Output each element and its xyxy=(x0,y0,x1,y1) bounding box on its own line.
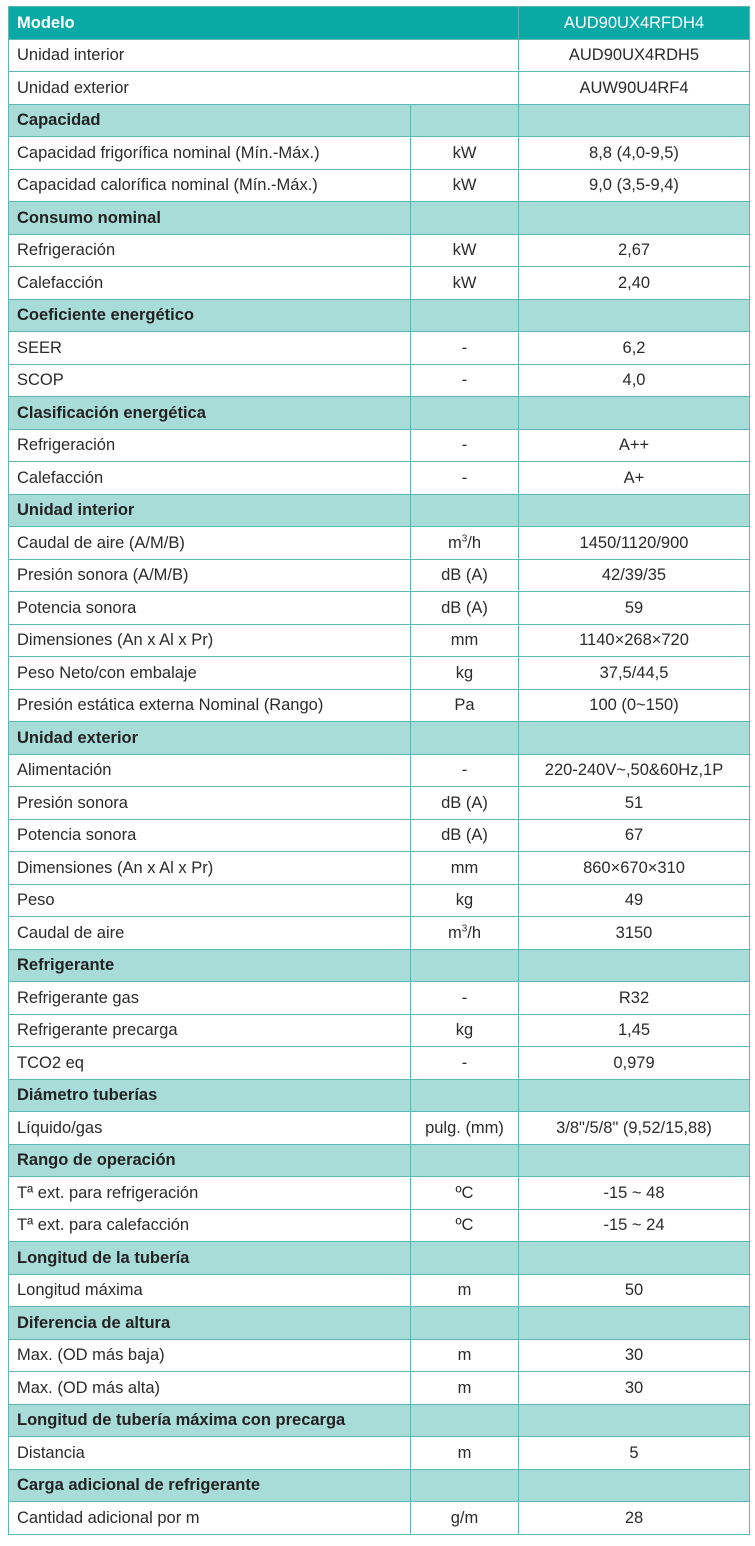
row-unit: - xyxy=(411,754,519,787)
table-row xyxy=(9,559,750,592)
row-label: Unidad interior xyxy=(9,39,519,72)
table-row xyxy=(9,917,750,950)
section-unit-cell xyxy=(411,299,519,332)
section-value-cell xyxy=(519,299,750,332)
section-value-cell xyxy=(519,1144,750,1177)
row-label: Distancia xyxy=(9,1437,411,1470)
row-unit: - xyxy=(411,364,519,397)
row-unit: g/m xyxy=(411,1502,519,1535)
table-row xyxy=(9,754,750,787)
table-row xyxy=(9,884,750,917)
row-label: Refrigeración xyxy=(9,429,411,462)
section-header-row xyxy=(9,1307,750,1340)
section-header-row xyxy=(9,722,750,755)
row-value: 4,0 xyxy=(519,364,750,397)
row-unit: $m^3/h$ xyxy=(411,527,519,560)
row-value: 28 xyxy=(519,1502,750,1535)
table-row xyxy=(9,267,750,300)
section-title: Diferencia de altura xyxy=(9,1307,411,1340)
section-unit-cell xyxy=(411,494,519,527)
section-value-cell xyxy=(519,1404,750,1437)
row-value: 2,67 xyxy=(519,234,750,267)
section-unit-cell xyxy=(411,1307,519,1340)
header-label: Modelo xyxy=(9,7,519,40)
row-value: 59 xyxy=(519,592,750,625)
table-header-row xyxy=(9,7,750,40)
row-value: 51 xyxy=(519,787,750,820)
table-row xyxy=(9,819,750,852)
row-label: SCOP xyxy=(9,364,411,397)
model-row-interior xyxy=(9,39,750,72)
spec-table xyxy=(8,6,750,1535)
table-row xyxy=(9,527,750,560)
row-value: 5 xyxy=(519,1437,750,1470)
section-header-row xyxy=(9,1242,750,1275)
table-row xyxy=(9,689,750,722)
row-unit: kW xyxy=(411,137,519,170)
row-value: 42/39/35 xyxy=(519,559,750,592)
section-unit-cell xyxy=(411,722,519,755)
row-label: Peso xyxy=(9,884,411,917)
row-unit: dB (A) xyxy=(411,819,519,852)
section-unit-cell xyxy=(411,1144,519,1177)
row-unit: dB (A) xyxy=(411,787,519,820)
row-unit: mm xyxy=(411,624,519,657)
row-value: 8,8 (4,0-9,5) xyxy=(519,137,750,170)
row-value: 6,2 xyxy=(519,332,750,365)
section-unit-cell xyxy=(411,104,519,137)
table-row xyxy=(9,852,750,885)
row-label: Tª ext. para refrigeración xyxy=(9,1177,411,1210)
section-header-row xyxy=(9,1404,750,1437)
table-row xyxy=(9,1209,750,1242)
row-label: Caudal de aire (A/M/B) xyxy=(9,527,411,560)
row-label: Caudal de aire xyxy=(9,917,411,950)
table-row xyxy=(9,332,750,365)
section-unit-cell xyxy=(411,949,519,982)
row-value: 50 xyxy=(519,1274,750,1307)
row-value: 2,40 xyxy=(519,267,750,300)
row-label: Calefacción xyxy=(9,462,411,495)
row-label: Potencia sonora xyxy=(9,819,411,852)
table-row xyxy=(9,1274,750,1307)
section-value-cell xyxy=(519,1469,750,1502)
section-title: Longitud de la tubería xyxy=(9,1242,411,1275)
row-unit: kW xyxy=(411,234,519,267)
row-label: Dimensiones (An x Al x Pr) xyxy=(9,852,411,885)
row-unit: kW xyxy=(411,169,519,202)
row-unit: - xyxy=(411,332,519,365)
row-unit: m xyxy=(411,1437,519,1470)
row-value: -15 ~ 48 xyxy=(519,1177,750,1210)
table-row xyxy=(9,234,750,267)
section-unit-cell xyxy=(411,1404,519,1437)
row-unit: mm xyxy=(411,852,519,885)
section-unit-cell xyxy=(411,1079,519,1112)
row-unit: pulg. (mm) xyxy=(411,1112,519,1145)
section-unit-cell xyxy=(411,1469,519,1502)
table-row xyxy=(9,1177,750,1210)
row-value: 100 (0~150) xyxy=(519,689,750,722)
section-header-row xyxy=(9,494,750,527)
row-value: R32 xyxy=(519,982,750,1015)
row-label: Refrigerante gas xyxy=(9,982,411,1015)
table-row xyxy=(9,624,750,657)
row-unit: dB (A) xyxy=(411,559,519,592)
row-label: Refrigerante precarga xyxy=(9,1014,411,1047)
table-row xyxy=(9,982,750,1015)
section-header-row xyxy=(9,104,750,137)
section-value-cell xyxy=(519,722,750,755)
section-value-cell xyxy=(519,1079,750,1112)
section-value-cell xyxy=(519,494,750,527)
row-value: 3150 xyxy=(519,917,750,950)
table-row xyxy=(9,364,750,397)
row-label: Presión estática externa Nominal (Rango) xyxy=(9,689,411,722)
row-value: 9,0 (3,5-9,4) xyxy=(519,169,750,202)
table-row xyxy=(9,1014,750,1047)
row-label: Calefacción xyxy=(9,267,411,300)
section-header-row xyxy=(9,1079,750,1112)
row-label: Max. (OD más alta) xyxy=(9,1372,411,1405)
section-title: Refrigerante xyxy=(9,949,411,982)
row-value: 3/8"/5/8" (9,52/15,88) xyxy=(519,1112,750,1145)
table-row xyxy=(9,169,750,202)
section-header-row xyxy=(9,1144,750,1177)
section-value-cell xyxy=(519,104,750,137)
row-unit: - xyxy=(411,982,519,1015)
section-title: Unidad exterior xyxy=(9,722,411,755)
table-row xyxy=(9,1502,750,1535)
row-label: Presión sonora (A/M/B) xyxy=(9,559,411,592)
row-unit: kg xyxy=(411,884,519,917)
row-label: Cantidad adicional por m xyxy=(9,1502,411,1535)
row-label: Presión sonora xyxy=(9,787,411,820)
row-value: 220-240V~,50&60Hz,1P xyxy=(519,754,750,787)
row-value: 1,45 xyxy=(519,1014,750,1047)
section-unit-cell xyxy=(411,397,519,430)
row-label: Tª ext. para calefacción xyxy=(9,1209,411,1242)
section-header-row xyxy=(9,202,750,235)
row-label: Potencia sonora xyxy=(9,592,411,625)
table-row xyxy=(9,462,750,495)
table-row xyxy=(9,1112,750,1145)
row-unit: ºC xyxy=(411,1177,519,1210)
table-row xyxy=(9,429,750,462)
section-unit-cell xyxy=(411,1242,519,1275)
section-title: Carga adicional de refrigerante xyxy=(9,1469,411,1502)
table-row xyxy=(9,1372,750,1405)
header-model-value: AUD90UX4RFDH4 xyxy=(519,7,750,40)
row-unit: Pa xyxy=(411,689,519,722)
row-value: -15 ~ 24 xyxy=(519,1209,750,1242)
section-title: Capacidad xyxy=(9,104,411,137)
row-unit: - xyxy=(411,462,519,495)
row-value: 1450/1120/900 xyxy=(519,527,750,560)
row-value: 860×670×310 xyxy=(519,852,750,885)
section-value-cell xyxy=(519,1242,750,1275)
row-unit: m xyxy=(411,1339,519,1372)
row-unit: m xyxy=(411,1372,519,1405)
row-unit: - xyxy=(411,429,519,462)
table-row xyxy=(9,1339,750,1372)
section-title: Clasificación energética xyxy=(9,397,411,430)
row-value: 1140×268×720 xyxy=(519,624,750,657)
row-label: Unidad exterior xyxy=(9,72,519,105)
row-value: AUW90U4RF4 xyxy=(519,72,750,105)
row-value: A+ xyxy=(519,462,750,495)
row-label: Capacidad frigorífica nominal (Mín.-Máx.) xyxy=(9,137,411,170)
row-value: 37,5/44,5 xyxy=(519,657,750,690)
row-unit: kg xyxy=(411,1014,519,1047)
row-unit: kg xyxy=(411,657,519,690)
row-unit: kW xyxy=(411,267,519,300)
section-header-row xyxy=(9,397,750,430)
row-unit: $m^3/h$ xyxy=(411,917,519,950)
section-header-row xyxy=(9,949,750,982)
row-value: 30 xyxy=(519,1372,750,1405)
table-row xyxy=(9,787,750,820)
row-unit: dB (A) xyxy=(411,592,519,625)
row-label: Refrigeración xyxy=(9,234,411,267)
section-title: Unidad interior xyxy=(9,494,411,527)
row-value: 49 xyxy=(519,884,750,917)
row-value: 0,979 xyxy=(519,1047,750,1080)
row-label: TCO2 eq xyxy=(9,1047,411,1080)
section-value-cell xyxy=(519,949,750,982)
row-value: AUD90UX4RDH5 xyxy=(519,39,750,72)
section-title: Coeficiente energético xyxy=(9,299,411,332)
section-value-cell xyxy=(519,1307,750,1340)
section-value-cell xyxy=(519,397,750,430)
row-label: Max. (OD más baja) xyxy=(9,1339,411,1372)
row-value: 67 xyxy=(519,819,750,852)
row-value: A++ xyxy=(519,429,750,462)
section-header-row xyxy=(9,1469,750,1502)
row-label: Líquido/gas xyxy=(9,1112,411,1145)
section-title: Rango de operación xyxy=(9,1144,411,1177)
section-value-cell xyxy=(519,202,750,235)
row-unit: ºC xyxy=(411,1209,519,1242)
row-label: Alimentación xyxy=(9,754,411,787)
section-header-row xyxy=(9,299,750,332)
row-unit: m xyxy=(411,1274,519,1307)
section-title: Longitud de tubería máxima con precarga xyxy=(9,1404,411,1437)
table-row xyxy=(9,592,750,625)
section-unit-cell xyxy=(411,202,519,235)
row-label: SEER xyxy=(9,332,411,365)
table-row xyxy=(9,137,750,170)
row-label: Peso Neto/con embalaje xyxy=(9,657,411,690)
section-title: Consumo nominal xyxy=(9,202,411,235)
table-row xyxy=(9,657,750,690)
model-row-exterior xyxy=(9,72,750,105)
table-row xyxy=(9,1437,750,1470)
spec-table-body xyxy=(9,7,750,1535)
row-value: 30 xyxy=(519,1339,750,1372)
table-row xyxy=(9,1047,750,1080)
section-title: Diámetro tuberías xyxy=(9,1079,411,1112)
row-unit: - xyxy=(411,1047,519,1080)
row-label: Longitud máxima xyxy=(9,1274,411,1307)
row-label: Dimensiones (An x Al x Pr) xyxy=(9,624,411,657)
row-label: Capacidad calorífica nominal (Mín.-Máx.) xyxy=(9,169,411,202)
